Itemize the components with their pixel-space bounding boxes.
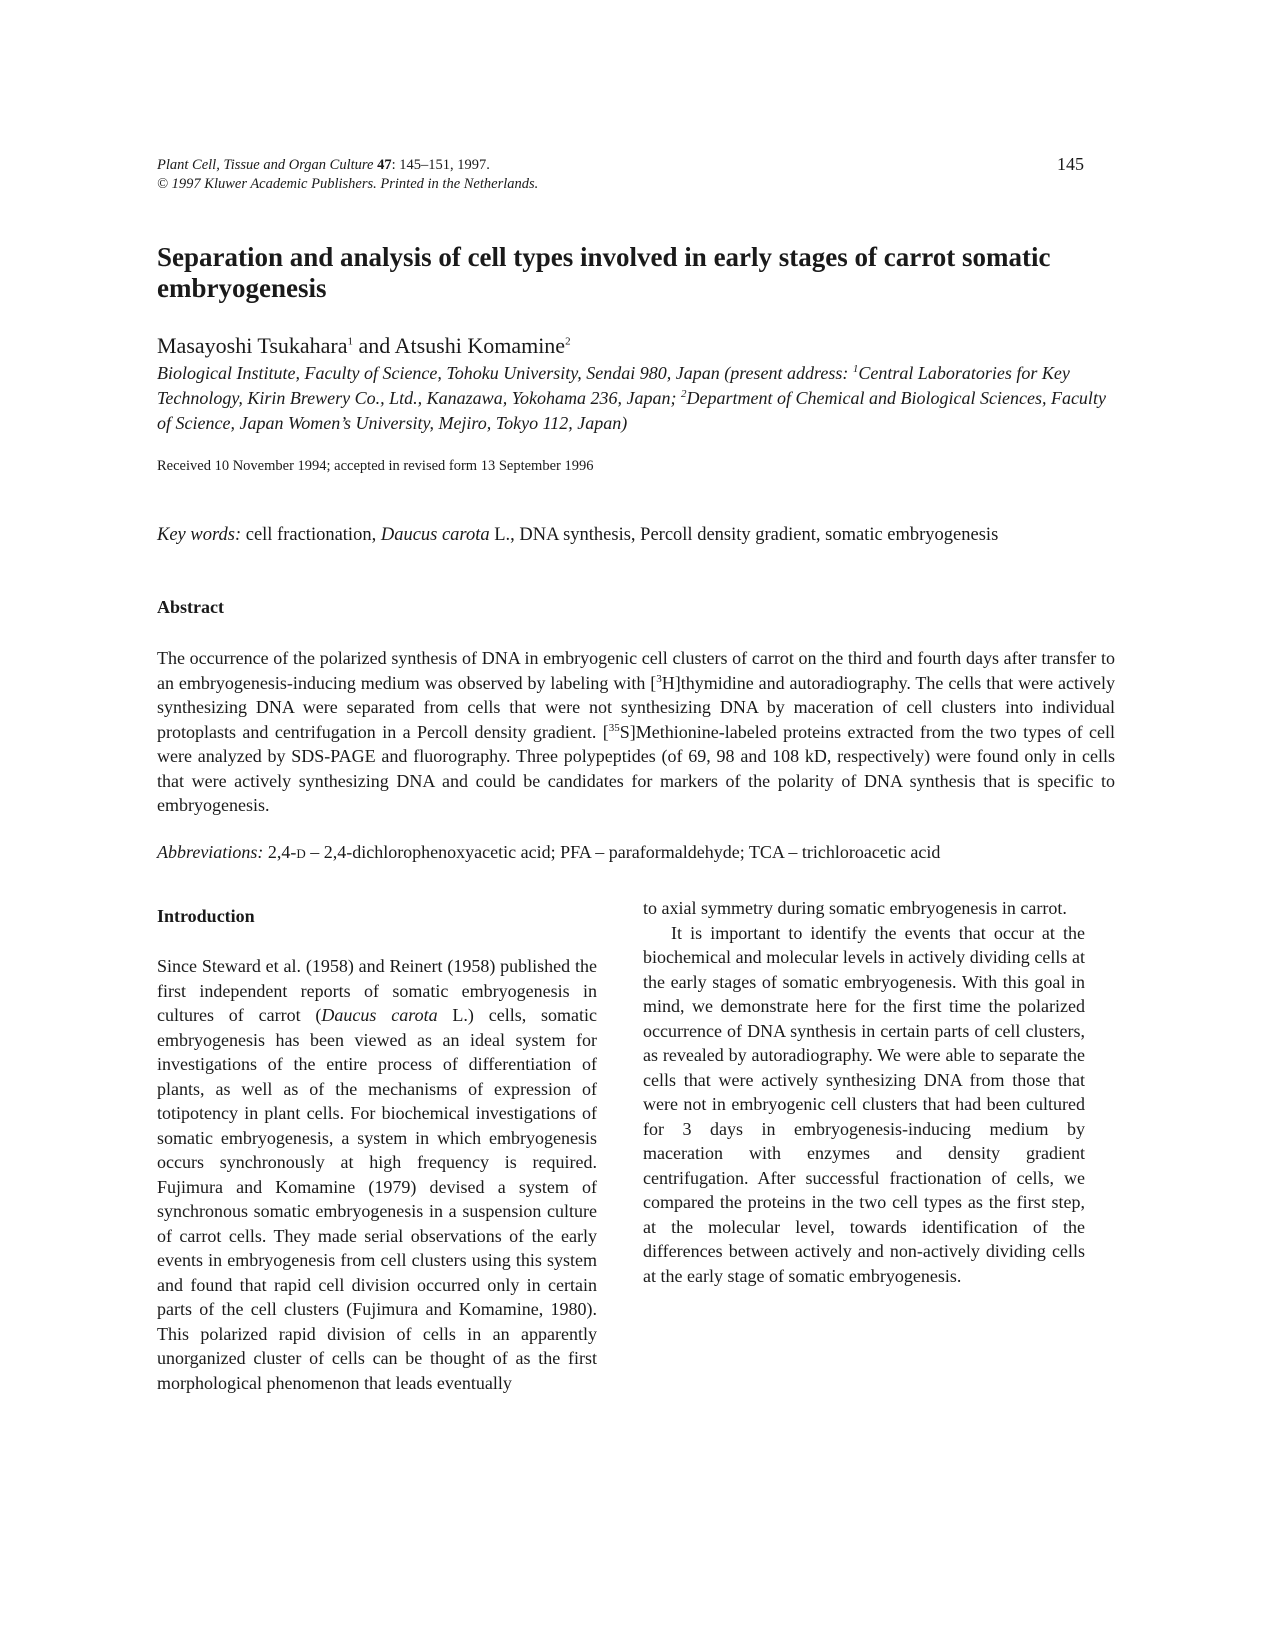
introduction-heading: Introduction	[157, 906, 255, 926]
abstract-t2: H]thymidine and autoradiography. The cells that were actively synthesizing DNA were separated from cells that were not synthesizing DNA by maceration of cell clusters into individual protoplasts and centrifugation in a Percoll density gradient. [	[157, 672, 1116, 742]
journal-volume: 47	[377, 157, 392, 173]
keywords-t2: L., DNA synthesis, Percoll density gradient, somatic embryogenesis	[489, 525, 999, 545]
affiliation-sup2: 2	[681, 388, 687, 400]
article-title: Separation and analysis of cell types involved in early stages of carrot somatic embryogenesis	[157, 242, 1051, 303]
abstract-t1: The occurrence of the polarized synthesis of DNA in embryogenic cell clusters of carrot on the third and fourth days after transfer to an embryogenesis-inducing medium was observed by labeling with [	[157, 648, 1115, 693]
affiliation	[157, 361, 1117, 436]
intro-col2-paragraph-1: to axial symmetry during somatic embryogenesis in carrot.	[643, 898, 1067, 918]
abbreviations-d: d	[296, 842, 306, 862]
page-number: 145	[1057, 154, 1084, 174]
author-2: Atsushi Komamine	[394, 333, 566, 358]
abstract-t3: S]Methionine-labeled proteins extracted from the two types of cell were analyzed by SDS-PAGE and fluorography. Three polypeptides (of 69, 98 and 108 kD, respectively) were found only in cells that were actively synthesizing DNA and could be candidates for markers of the polarity of DNA synthesis that is specific to embryogenesis.	[157, 721, 1115, 815]
abstract-sup2: 35	[608, 721, 620, 734]
affiliation-part3: Department of Chemical and Biological Sciences, Faculty of Science, Japan Women’s University, Mejiro, Tokyo 112, Japan)	[157, 388, 1106, 433]
introduction-column-2	[643, 896, 1085, 1288]
affiliation-sup1: 1	[852, 363, 859, 375]
introduction-column-1	[157, 954, 597, 1395]
author-list	[157, 333, 571, 359]
keywords-t1: cell fractionation,	[241, 525, 381, 545]
received-dates: Received 10 November 1994; accepted in revised form 13 September 1996	[157, 458, 594, 474]
author-1: Masayoshi Tsukahara	[157, 333, 348, 358]
intro-col1-t2: L.) cells, somatic embryogenesis has been viewed as an ideal system for investigations of the entire process of differentiation of plants, as well as of the mechanisms of expression of totipotency in plant cells. For biochemical investigations of somatic embryogenesis, a system in which embryogenesis occurs synchronously at high frequency is required. Fujimura and Komamine (1979) devised a system of synchronous somatic embryogenesis in a suspension culture of carrot cells. They made serial observations of the early events in embryogenesis from cell clusters using this system and found that rapid cell division occurred only in certain parts of the cell clusters (Fujimura and Komamine, 1980). This polarized rapid division of cells in an apparently unorganized cluster of cells can be thought of as the first morphological phenomenon that leads eventually	[157, 1005, 598, 1393]
intro-col1-species: Daucus carota	[321, 1005, 438, 1025]
keywords-species: Daucus carota	[380, 525, 490, 545]
journal-pages-year: : 145–151, 1997.	[391, 157, 490, 173]
affiliation-part1: Biological Institute, Faculty of Science, Tohoku University, Sendai 980, Japan (present address:	[157, 363, 853, 383]
journal-header	[157, 156, 538, 194]
abstract-heading: Abstract	[157, 597, 224, 617]
abstract-body	[157, 646, 1115, 818]
keywords	[157, 525, 1117, 546]
intro-col2-paragraph-2: It is important to identify the events that occur at the biochemical and molecular levels in actively dividing cells at the early stages of somatic embryogenesis. With this goal in mind, we demonstrate here for the first time the polarized occurrence of DNA synthesis in certain parts of cell clusters, as revealed by autoradiography. We were able to separate the cells that were actively synthesizing DNA from those that were not in embryogenic cell clusters that had been cultured for 3 days in embryogenesis-inducing medium by maceration with enzymes and density gradient centrifugation. After successful fractionation of cells, we compared the proteins in the two cell types as the first step, at the molecular level, towards identification of the differences between actively and non-actively dividing cells at the early stage of somatic embryogenesis.	[643, 922, 1085, 1286]
copyright-line: © 1997 Kluwer Academic Publishers. Printed in the Netherlands.	[157, 176, 539, 192]
abbreviations-t2: – 2,4-dichlorophenoxyacetic acid; PFA – paraformaldehyde; TCA – trichloroacetic acid	[305, 842, 941, 862]
abbreviations-label: Abbreviations:	[157, 842, 264, 862]
abbreviations	[157, 842, 1117, 863]
keywords-label: Key words:	[157, 525, 242, 545]
author-and: and	[353, 333, 395, 358]
affiliation-part2: Central Laboratories for Key Technology, Kirin Brewery Co., Ltd., Kanazawa, Yokohama 236, Japan;	[157, 363, 1070, 408]
abbreviations-t1: 2,4-	[263, 842, 297, 862]
journal-citation	[157, 156, 538, 175]
abstract-sup1: 3	[656, 672, 662, 685]
intro-col1-t1: Since Steward et al. (1958) and Reinert (1958) published the first independent reports of somatic embryogenesis in cultures of carrot (	[157, 956, 597, 1025]
author-1-sup: 1	[347, 335, 354, 348]
author-2-sup: 2	[565, 335, 571, 348]
journal-name: Plant Cell, Tissue and Organ Culture	[157, 157, 374, 173]
